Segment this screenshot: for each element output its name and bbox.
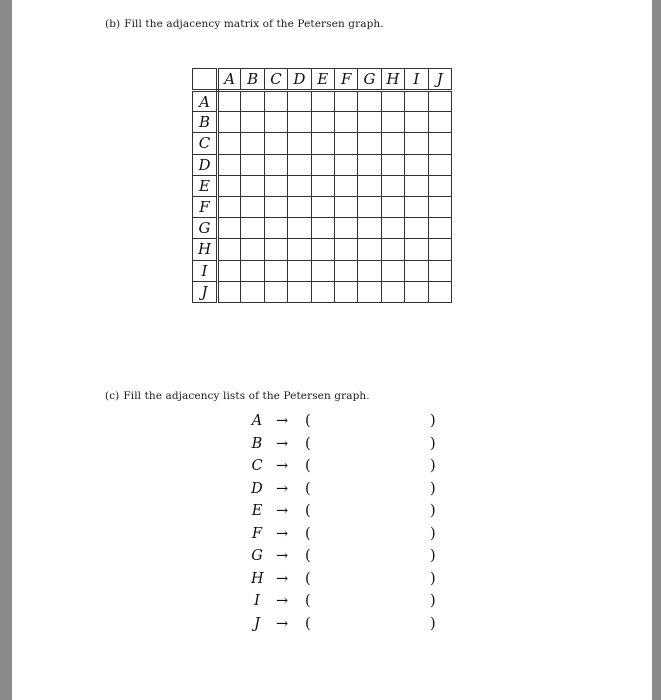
open-paren: ( xyxy=(305,458,311,474)
matrix-empty-cell xyxy=(428,281,451,302)
matrix-empty-cell xyxy=(358,91,381,112)
matrix-empty-cell xyxy=(241,175,264,196)
matrix-empty-cell xyxy=(381,281,404,302)
matrix-row-header: A xyxy=(193,91,218,112)
matrix-empty-cell xyxy=(334,175,357,196)
arrow-symbol: → xyxy=(276,615,289,632)
adjacency-matrix xyxy=(192,68,452,303)
list-vertex-label: F xyxy=(251,525,263,542)
matrix-empty-cell xyxy=(405,196,428,217)
matrix-empty-cell xyxy=(334,196,357,217)
matrix-empty-cell xyxy=(311,218,334,239)
matrix-empty-cell xyxy=(288,91,311,112)
adjacency-list-row xyxy=(242,548,442,571)
matrix-empty-cell xyxy=(334,133,357,154)
arrow-symbol: → xyxy=(276,593,289,609)
list-vertex-label: H xyxy=(251,570,264,587)
matrix-column-header: F xyxy=(334,69,357,91)
matrix-empty-cell xyxy=(405,133,428,154)
matrix-empty-cell xyxy=(428,218,451,239)
list-vertex-label: C xyxy=(251,458,263,474)
matrix-empty-cell xyxy=(288,218,311,239)
matrix-empty-cell xyxy=(264,196,287,217)
matrix-row-header: F xyxy=(193,196,218,217)
matrix-empty-cell xyxy=(288,260,311,281)
matrix-empty-cell xyxy=(264,91,287,112)
matrix-empty-cell xyxy=(218,196,241,217)
arrow-symbol: → xyxy=(276,413,289,429)
open-paren: ( xyxy=(305,593,311,609)
matrix-empty-cell xyxy=(358,154,381,175)
open-paren: ( xyxy=(305,503,311,519)
matrix-empty-cell xyxy=(264,112,287,133)
matrix-empty-cell xyxy=(218,154,241,175)
matrix-empty-cell xyxy=(358,112,381,133)
matrix-row-header: E xyxy=(193,175,218,196)
matrix-empty-cell xyxy=(241,196,264,217)
matrix-empty-cell xyxy=(311,239,334,260)
adjacency-list-row xyxy=(242,593,442,616)
matrix-empty-cell xyxy=(218,239,241,260)
matrix-empty-cell xyxy=(381,133,404,154)
matrix-empty-cell xyxy=(288,112,311,133)
arrow-symbol: → xyxy=(276,570,289,587)
matrix-empty-cell xyxy=(288,239,311,260)
matrix-row xyxy=(193,239,452,260)
part-b-text: Fill the adjacency matrix of the Petersen graph. xyxy=(124,18,384,30)
part-b-label: (b) xyxy=(105,18,121,30)
matrix-empty-cell xyxy=(405,175,428,196)
matrix-empty-cell xyxy=(241,91,264,112)
matrix-empty-cell xyxy=(311,196,334,217)
close-paren: ) xyxy=(430,435,436,452)
adjacency-lists xyxy=(242,413,442,638)
matrix-empty-cell xyxy=(334,112,357,133)
open-paren: ( xyxy=(305,480,311,497)
matrix-empty-cell xyxy=(241,239,264,260)
document-page xyxy=(12,0,652,700)
matrix-empty-cell xyxy=(288,154,311,175)
matrix-empty-cell xyxy=(311,112,334,133)
close-paren: ) xyxy=(430,480,436,497)
matrix-empty-cell xyxy=(241,218,264,239)
list-vertex-label: B xyxy=(251,435,263,452)
matrix-column-header: J xyxy=(428,69,451,91)
matrix-empty-cell xyxy=(405,260,428,281)
matrix-row xyxy=(193,91,452,112)
adjacency-list-row xyxy=(242,503,442,526)
matrix-empty-cell xyxy=(381,239,404,260)
matrix-empty-cell xyxy=(288,133,311,154)
close-paren: ) xyxy=(430,503,436,519)
matrix-empty-cell xyxy=(241,133,264,154)
matrix-empty-cell xyxy=(334,239,357,260)
matrix-empty-cell xyxy=(264,239,287,260)
list-vertex-label: E xyxy=(251,503,263,519)
matrix-empty-cell xyxy=(264,154,287,175)
close-paren: ) xyxy=(430,615,436,632)
matrix-row-header: C xyxy=(193,133,218,154)
matrix-row-header: B xyxy=(193,112,218,133)
matrix-empty-cell xyxy=(381,112,404,133)
matrix-empty-cell xyxy=(241,281,264,302)
matrix-empty-cell xyxy=(358,133,381,154)
matrix-column-header: A xyxy=(218,69,241,91)
matrix-empty-cell xyxy=(264,218,287,239)
matrix-empty-cell xyxy=(288,196,311,217)
matrix-empty-cell xyxy=(311,133,334,154)
matrix-empty-cell xyxy=(405,239,428,260)
matrix-empty-cell xyxy=(218,175,241,196)
adjacency-list-row xyxy=(242,616,442,639)
adjacency-list-row xyxy=(242,436,442,459)
matrix-empty-cell xyxy=(334,260,357,281)
matrix-empty-cell xyxy=(311,260,334,281)
matrix-empty-cell xyxy=(381,260,404,281)
adjacency-list-row xyxy=(242,571,442,594)
matrix-empty-cell xyxy=(405,91,428,112)
close-paren: ) xyxy=(430,458,436,474)
matrix-row xyxy=(193,281,452,302)
matrix-empty-cell xyxy=(311,91,334,112)
matrix-empty-cell xyxy=(288,281,311,302)
part-c-text: Fill the adjacency lists of the Petersen graph. xyxy=(123,390,370,402)
matrix-empty-cell xyxy=(218,218,241,239)
matrix-row xyxy=(193,196,452,217)
matrix-empty-cell xyxy=(218,281,241,302)
matrix-row xyxy=(193,154,452,175)
matrix-empty-cell xyxy=(381,175,404,196)
arrow-symbol: → xyxy=(276,480,289,497)
matrix-empty-cell xyxy=(405,218,428,239)
matrix-empty-cell xyxy=(428,112,451,133)
matrix-row-header: I xyxy=(193,260,218,281)
matrix-empty-cell xyxy=(241,260,264,281)
matrix-empty-cell xyxy=(381,196,404,217)
matrix-row xyxy=(193,260,452,281)
matrix-column-header: E xyxy=(311,69,334,91)
matrix-column-header: B xyxy=(241,69,264,91)
matrix-empty-cell xyxy=(334,154,357,175)
matrix-empty-cell xyxy=(264,281,287,302)
arrow-symbol: → xyxy=(276,503,289,519)
list-vertex-label: I xyxy=(254,593,260,609)
matrix-empty-cell xyxy=(428,196,451,217)
open-paren: ( xyxy=(305,615,311,632)
matrix-row-header: G xyxy=(193,218,218,239)
close-paren: ) xyxy=(430,593,436,609)
matrix-empty-cell xyxy=(358,260,381,281)
matrix-empty-cell xyxy=(334,91,357,112)
matrix-empty-cell xyxy=(311,154,334,175)
matrix-empty-cell xyxy=(334,218,357,239)
matrix-column-header: H xyxy=(381,69,404,91)
matrix-column-header: C xyxy=(264,69,287,91)
matrix-empty-cell xyxy=(334,281,357,302)
matrix-empty-cell xyxy=(218,112,241,133)
close-paren: ) xyxy=(430,413,436,429)
matrix-empty-cell xyxy=(218,91,241,112)
adjacency-list-row xyxy=(242,526,442,549)
close-paren: ) xyxy=(430,525,436,542)
open-paren: ( xyxy=(305,525,311,542)
matrix-row xyxy=(193,112,452,133)
matrix-empty-cell xyxy=(264,260,287,281)
matrix-empty-cell xyxy=(311,175,334,196)
close-paren: ) xyxy=(430,548,436,564)
matrix-empty-cell xyxy=(428,175,451,196)
matrix-empty-cell xyxy=(428,133,451,154)
adjacency-list-row xyxy=(242,458,442,481)
arrow-symbol: → xyxy=(276,525,289,542)
matrix-empty-cell xyxy=(428,239,451,260)
matrix-empty-cell xyxy=(405,154,428,175)
matrix-corner-cell xyxy=(193,69,218,91)
arrow-symbol: → xyxy=(276,548,289,564)
matrix-empty-cell xyxy=(428,260,451,281)
list-vertex-label: J xyxy=(254,615,260,632)
close-paren: ) xyxy=(430,570,436,587)
adjacency-list-row xyxy=(242,481,442,504)
matrix-empty-cell xyxy=(311,281,334,302)
matrix-empty-cell xyxy=(288,175,311,196)
open-paren: ( xyxy=(305,570,311,587)
matrix-empty-cell xyxy=(405,112,428,133)
part-c-label: (c) xyxy=(105,390,120,402)
matrix-row-header: D xyxy=(193,154,218,175)
matrix-row xyxy=(193,175,452,196)
matrix-row-header: H xyxy=(193,239,218,260)
matrix-empty-cell xyxy=(358,196,381,217)
matrix-empty-cell xyxy=(358,281,381,302)
matrix-empty-cell xyxy=(358,175,381,196)
matrix-empty-cell xyxy=(241,154,264,175)
matrix-empty-cell xyxy=(264,133,287,154)
list-vertex-label: A xyxy=(251,413,263,429)
matrix-column-header: G xyxy=(358,69,381,91)
matrix-empty-cell xyxy=(241,112,264,133)
matrix-empty-cell xyxy=(428,91,451,112)
arrow-symbol: → xyxy=(276,435,289,452)
matrix-empty-cell xyxy=(381,154,404,175)
matrix-column-header: D xyxy=(288,69,311,91)
adjacency-list-row xyxy=(242,413,442,436)
open-paren: ( xyxy=(305,435,311,452)
matrix-row xyxy=(193,218,452,239)
matrix-empty-cell xyxy=(358,239,381,260)
matrix-row xyxy=(193,133,452,154)
matrix-empty-cell xyxy=(218,260,241,281)
matrix-empty-cell xyxy=(405,281,428,302)
open-paren: ( xyxy=(305,548,311,564)
matrix-empty-cell xyxy=(264,175,287,196)
open-paren: ( xyxy=(305,413,311,429)
matrix-empty-cell xyxy=(381,218,404,239)
part-b-heading xyxy=(105,18,384,30)
matrix-empty-cell xyxy=(428,154,451,175)
arrow-symbol: → xyxy=(276,458,289,474)
matrix-row-header: J xyxy=(193,281,218,302)
matrix-column-header: I xyxy=(405,69,428,91)
matrix-empty-cell xyxy=(381,91,404,112)
part-c-heading xyxy=(105,390,370,402)
matrix-empty-cell xyxy=(358,218,381,239)
matrix-empty-cell xyxy=(218,133,241,154)
list-vertex-label: G xyxy=(251,548,263,564)
list-vertex-label: D xyxy=(251,480,263,497)
